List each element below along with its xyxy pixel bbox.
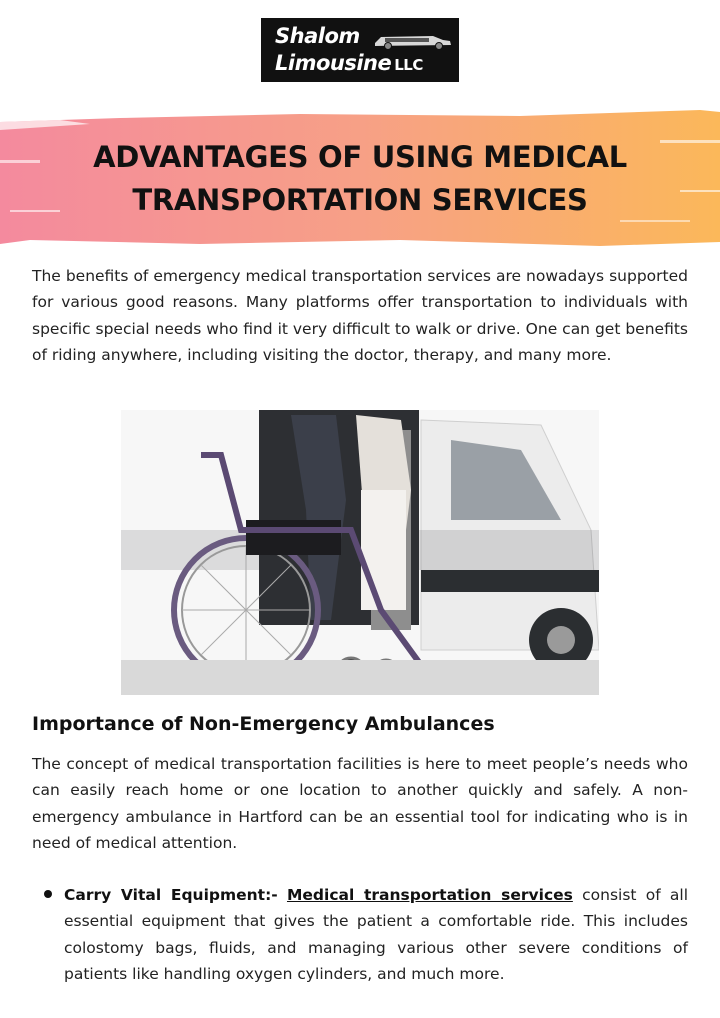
limousine-icon <box>373 28 453 52</box>
bullet-dot-icon <box>44 890 52 898</box>
title-line1: ADVANTAGES OF USING MEDICAL <box>93 140 627 174</box>
list-item <box>64 882 688 987</box>
section-heading: Importance of Non-Emergency Ambulances <box>32 713 495 735</box>
wheelchair-van-photo <box>121 410 599 695</box>
company-logo <box>261 18 459 82</box>
logo-line1: Shalom <box>275 24 360 48</box>
logo-suffix: LLC <box>394 56 423 74</box>
title-line2: TRANSPORTATION SERVICES <box>132 183 588 217</box>
logo-line2: Limousine LLC <box>275 51 423 75</box>
bullet-text: consist of all essential equipment that gives the patient a comfortable ride. This includes colostomy bags, fluids, and managing various other severe conditions of patients like handling oxygen cylinders, and much more. <box>64 886 689 983</box>
bullet-term: Carry Vital Equipment:- <box>64 886 278 904</box>
section-paragraph: The concept of medical transportation facilities is here to meet people’s needs who can easily reach home or one location to another quickly and safely. A non-emergency ambulance in Hartford can be an essential tool for indicating who is in need of medical attention. <box>32 755 688 852</box>
medical-transportation-link[interactable]: Medical transportation services <box>286 886 573 904</box>
intro-paragraph: The benefits of emergency medical transportation services are nowadays supported for various good reasons. Many platforms offer transportation to individuals with specific special needs who find it very difficult to walk or drive. One can get benefits of riding anywhere, including visiting the doctor, therapy, and many more. <box>32 267 688 364</box>
page-title <box>0 136 720 222</box>
